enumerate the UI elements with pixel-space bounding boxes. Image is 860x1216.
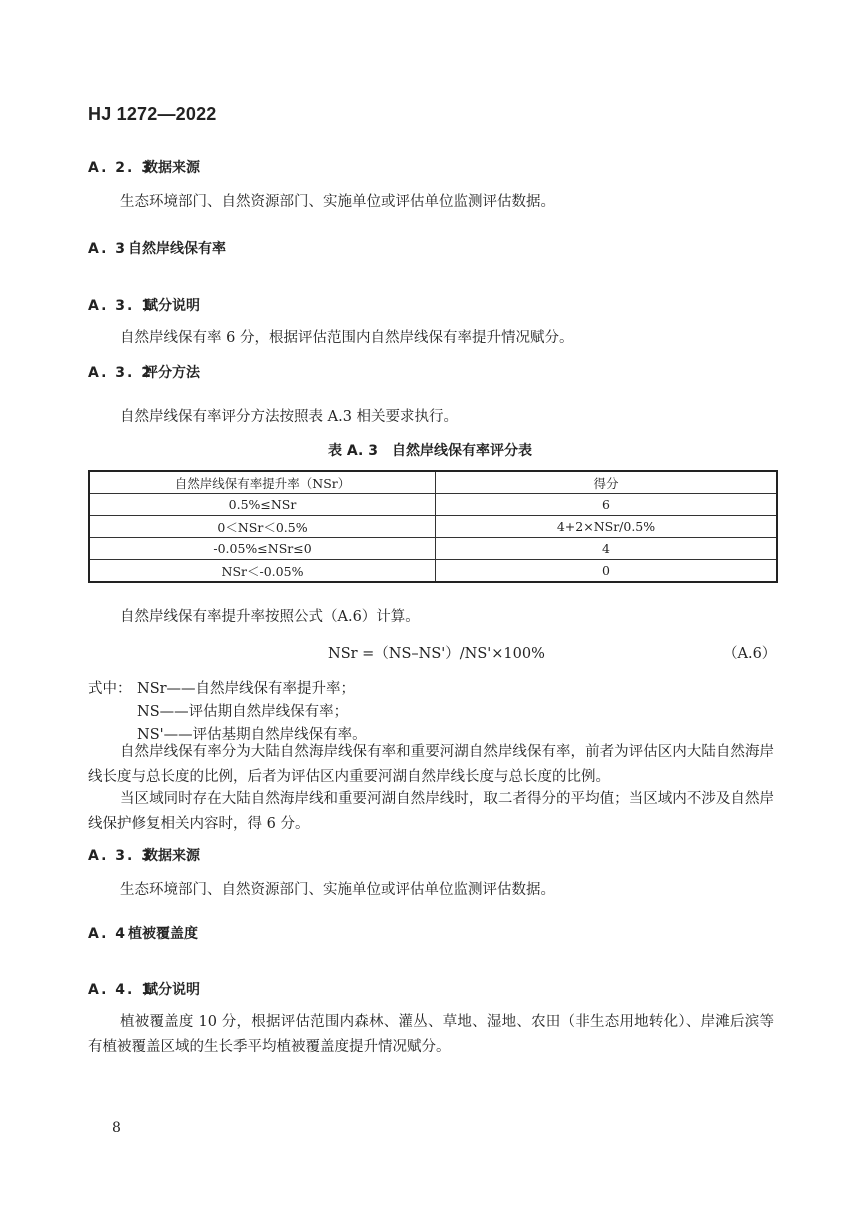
heading-a23 — [88, 157, 200, 177]
table-header-cell: 自然岸线保有率提升率（NSr） — [89, 471, 436, 494]
heading-number: A. 4. 1 — [88, 982, 153, 998]
page-number: 8 — [112, 1120, 121, 1136]
table-caption: 表 A. 3 自然岸线保有率评分表 — [328, 443, 532, 459]
heading-title: 数据来源 — [144, 848, 200, 864]
table-row — [89, 560, 777, 583]
formula-var: NS'——评估基期自然岸线保有率。 — [137, 727, 367, 743]
paragraph-a23: 生态环境部门、自然资源部门、实施单位或评估单位监测评估数据。 — [120, 194, 555, 210]
formula-where-label: 式中： — [88, 681, 132, 697]
paragraph-a33: 生态环境部门、自然资源部门、实施单位或评估单位监测评估数据。 — [120, 882, 555, 898]
table-cell: -0.05%≤NSr≤0 — [89, 538, 436, 560]
paragraph-a31: 自然岸线保有率 6 分，根据评估范围内自然岸线保有率提升情况赋分。 — [120, 330, 574, 346]
heading-number: A. 3. 3 — [88, 848, 153, 864]
scoring-table — [88, 470, 778, 583]
table-cell: NSr＜-0.05% — [89, 560, 436, 583]
standard-number: HJ 1272—2022 — [88, 104, 217, 124]
note-paragraph: 自然岸线保有率分为大陆自然海岸线保有率和重要河湖自然岸线保有率，前者为评估区内大陆自然海岸线长度与总长度的比例，后者为评估区内重要河湖自然岸线长度与总长度的比例。 — [88, 744, 774, 785]
table-row — [89, 516, 777, 538]
table-row — [89, 538, 777, 560]
table-cell: 6 — [436, 494, 778, 516]
formula-var: NSr——自然岸线保有率提升率； — [137, 681, 356, 697]
heading-title: 植被覆盖度 — [128, 926, 198, 942]
paragraph-a32: 自然岸线保有率评分方法按照表 A.3 相关要求执行。 — [120, 409, 459, 425]
paragraph-a41: 植被覆盖度 10 分，根据评估范围内森林、灌丛、草地、湿地、农田（非生态用地转化）、岸滩后滨等有植被覆盖区域的生长季平均植被覆盖度提升情况赋分。 — [88, 1014, 774, 1055]
heading-number: A. 4 — [88, 926, 128, 942]
formula-intro: 自然岸线保有率提升率按照公式（A.6）计算。 — [120, 609, 420, 625]
table-header-cell: 得分 — [436, 471, 778, 494]
heading-number: A. 3 — [88, 241, 128, 257]
heading-a41 — [88, 979, 200, 999]
table-cell: 0 — [436, 560, 778, 583]
table-header-row — [89, 471, 777, 494]
note-paragraph: 当区域同时存在大陆自然海岸线和重要河湖自然岸线时，取二者得分的平均值；当区域内不涉及自然岸线保护修复相关内容时，得 6 分。 — [88, 791, 774, 832]
heading-a31 — [88, 295, 200, 315]
formula-expression: NSr =（NS–NS'）/NS'×100% — [328, 646, 545, 662]
heading-a32 — [88, 362, 200, 382]
table-cell: 4+2×NSr/0.5% — [436, 516, 778, 538]
heading-number: A. 3. 1 — [88, 298, 153, 314]
heading-a3 — [88, 238, 226, 258]
heading-number: A. 3. 2 — [88, 365, 153, 381]
formula-number: （A.6） — [723, 646, 777, 662]
table-row — [89, 494, 777, 516]
heading-title: 评分方法 — [144, 365, 200, 381]
heading-title: 自然岸线保有率 — [128, 241, 226, 257]
heading-title: 赋分说明 — [144, 982, 200, 998]
heading-a33 — [88, 845, 200, 865]
heading-title: 赋分说明 — [144, 298, 200, 314]
table-cell: 4 — [436, 538, 778, 560]
heading-title: 数据来源 — [144, 160, 200, 176]
formula-var: NS——评估期自然岸线保有率； — [137, 704, 349, 720]
table-cell: 0＜NSr＜0.5% — [89, 516, 436, 538]
table-cell: 0.5%≤NSr — [89, 494, 436, 516]
heading-number: A. 2. 3 — [88, 160, 153, 176]
heading-a4 — [88, 923, 198, 943]
